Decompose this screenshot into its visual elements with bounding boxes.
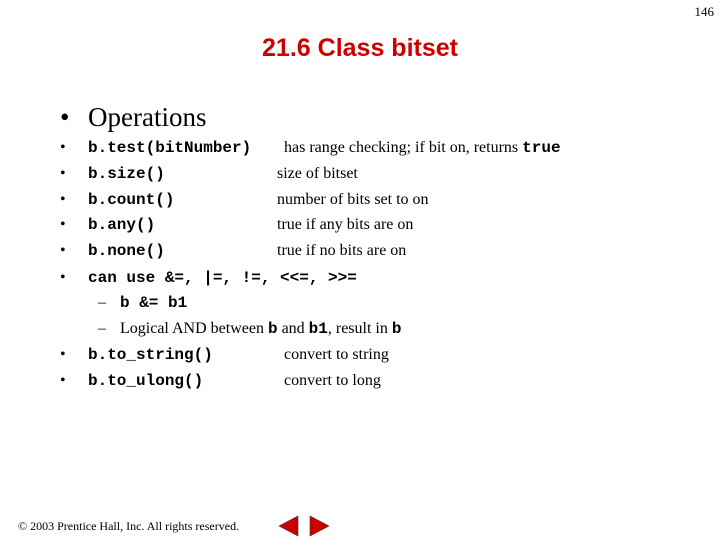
bullet: • [60, 139, 66, 156]
bullet: • [60, 102, 70, 132]
page-number: 146 [694, 4, 714, 19]
prev-arrow-icon [276, 514, 302, 538]
bullet: • [60, 269, 66, 286]
code-text: b.size() [88, 165, 165, 183]
description: true if no bits are on [277, 242, 407, 259]
bullet: • [60, 191, 66, 208]
copyright-notice: © 2003 Prentice Hall, Inc. All rights reserved. [18, 519, 240, 533]
code-text: b.test(bitNumber) [88, 139, 252, 157]
bullet: • [60, 372, 66, 389]
bullet: • [60, 165, 66, 182]
bullet: • [60, 216, 66, 233]
dash: – [98, 320, 106, 337]
code-inline: b1 [308, 320, 328, 338]
description: convert to string [284, 346, 389, 363]
sub-item-logical-and: – Logical AND between b and b1, result in b [98, 317, 401, 341]
section-heading [60, 102, 206, 133]
bullet: • [60, 242, 66, 259]
section-heading-text: Operations [88, 102, 207, 132]
code-text: b.none() [88, 242, 165, 260]
code-inline: b [267, 320, 278, 338]
code-text: b.any() [88, 216, 156, 234]
description: true if any bits are on [277, 216, 414, 233]
bullet: • [60, 346, 66, 363]
previous-slide-button[interactable] [276, 514, 302, 538]
slide-title: 21.6 Class bitset [262, 34, 458, 62]
next-slide-button[interactable] [306, 514, 332, 538]
dash: – [98, 294, 106, 311]
code-text: b.to_ulong() [88, 372, 204, 390]
code-inline: b [391, 320, 402, 338]
code-text: b.count() [88, 191, 175, 209]
description: convert to long [284, 372, 381, 389]
description: number of bits set to on [277, 191, 429, 208]
code-text: b &= b1 [120, 294, 188, 312]
code-text: can use &=, |=, !=, <<=, >>= [88, 269, 357, 287]
description: size of bitset [277, 165, 358, 182]
code-text: b.to_string() [88, 346, 213, 364]
sub-item-and-assign [98, 291, 187, 315]
description: has range checking; if bit on, returns true [284, 139, 561, 157]
code-inline: true [522, 139, 561, 157]
next-arrow-icon [306, 514, 332, 538]
